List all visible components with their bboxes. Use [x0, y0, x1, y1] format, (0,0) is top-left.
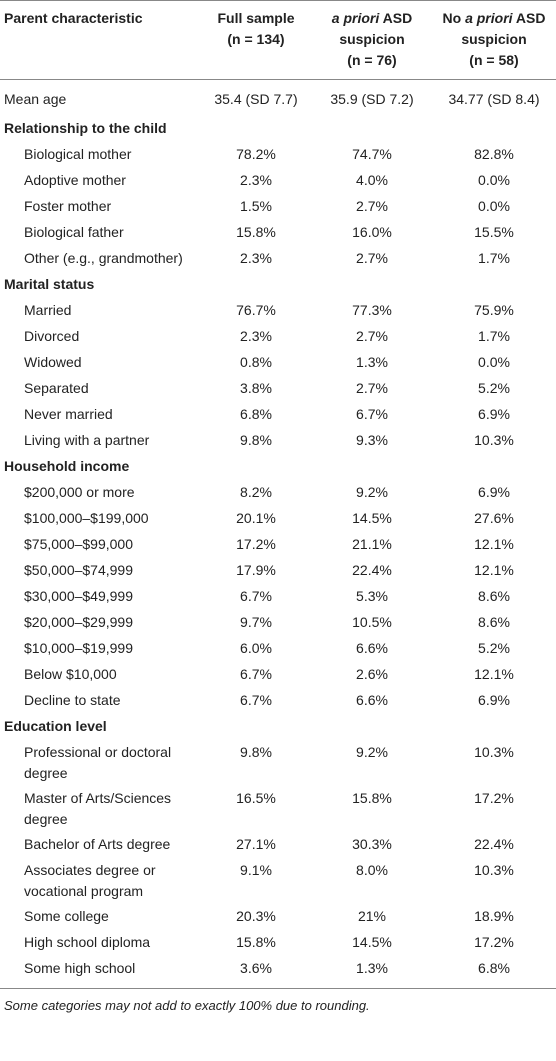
cell-value: 22.4%: [474, 836, 514, 852]
section-row: [0, 714, 556, 740]
cell-value: 17.2%: [474, 934, 514, 950]
row-label: Decline to state: [24, 692, 121, 708]
header-text: ASD: [512, 10, 546, 26]
header-parent-characteristic: [0, 1, 200, 80]
cell-value: 1.5%: [240, 198, 272, 214]
cell-value: 75.9%: [474, 302, 514, 318]
header-italic: a priori: [331, 10, 380, 26]
cell-value: 10.3%: [474, 862, 514, 878]
cell-value: 5.2%: [478, 380, 510, 396]
header-n: (n = 76): [347, 52, 397, 68]
cell-value: 4.0%: [356, 172, 388, 188]
row-label: Master of Arts/Sciences degree: [24, 790, 172, 827]
table-header: [0, 1, 556, 80]
row-label: Some high school: [24, 960, 136, 976]
cell-value: 9.2%: [356, 744, 388, 760]
cell-value: 2.7%: [356, 250, 388, 266]
row-label: Divorced: [24, 328, 80, 344]
header-italic: a priori: [465, 10, 513, 26]
row-label: Below $10,000: [24, 666, 117, 682]
cell-value: 2.7%: [356, 380, 388, 396]
cell-value: 1.3%: [356, 960, 388, 976]
cell-value: 6.6%: [356, 640, 388, 656]
cell-value: 8.2%: [240, 484, 272, 500]
cell-value: 17.2%: [236, 536, 276, 552]
row-label: $50,000–$74,999: [24, 562, 133, 578]
table-row: [0, 904, 556, 930]
cell-value: 35.9 (SD 7.2): [330, 91, 414, 107]
header-text: Parent characteristic: [4, 10, 143, 26]
cell-value: 77.3%: [352, 302, 392, 318]
cell-value: 15.8%: [236, 224, 276, 240]
cell-value: 20.3%: [236, 908, 276, 924]
row-label: Separated: [24, 380, 89, 396]
cell-value: 9.3%: [356, 432, 388, 448]
table-footnote: Some categories may not add to exactly 100% due to rounding.: [4, 998, 370, 1013]
row-label: Never married: [24, 406, 113, 422]
row-label: Bachelor of Arts degree: [24, 836, 171, 852]
row-label: Associates degree or vocational program: [24, 862, 156, 899]
table-row: [0, 610, 556, 636]
cell-value: 10.3%: [474, 432, 514, 448]
cell-value: 20.1%: [236, 510, 276, 526]
row-label: Adoptive mother: [24, 172, 126, 188]
row-label: Professional or doctoral degree: [24, 744, 172, 781]
section-label: Relationship to the child: [4, 120, 167, 136]
cell-value: 2.7%: [356, 328, 388, 344]
table-row: [0, 376, 556, 402]
row-label: Mean age: [4, 91, 67, 107]
cell-value: 22.4%: [352, 562, 392, 578]
cell-value: 76.7%: [236, 302, 276, 318]
cell-value: 6.7%: [240, 692, 272, 708]
cell-value: 6.8%: [240, 406, 272, 422]
cell-value: 6.8%: [478, 960, 510, 976]
cell-value: 8.0%: [356, 862, 388, 878]
table-row: [0, 168, 556, 194]
cell-value: 6.7%: [240, 588, 272, 604]
cell-value: 18.9%: [474, 908, 514, 924]
cell-value: 14.5%: [352, 510, 392, 526]
cell-value: 27.1%: [236, 836, 276, 852]
table-row: [0, 324, 556, 350]
header-row: [0, 1, 556, 80]
table-row: [0, 402, 556, 428]
cell-value: 6.9%: [478, 406, 510, 422]
row-label: Widowed: [24, 354, 82, 370]
section-row: [0, 272, 556, 298]
header-apriori-suspicion: [312, 1, 432, 80]
cell-value: 1.3%: [356, 354, 388, 370]
cell-value: 2.6%: [356, 666, 388, 682]
cell-value: 3.8%: [240, 380, 272, 396]
cell-value: 6.7%: [240, 666, 272, 682]
cell-value: 0.0%: [478, 198, 510, 214]
cell-value: 15.5%: [474, 224, 514, 240]
header-text: ASD: [379, 10, 413, 26]
cell-value: 78.2%: [236, 146, 276, 162]
row-label: $30,000–$49,999: [24, 588, 133, 604]
header-full-sample: [200, 1, 312, 80]
table-row: [0, 142, 556, 168]
table-body: [0, 80, 556, 989]
cell-value: 12.1%: [474, 562, 514, 578]
cell-value: 10.5%: [352, 614, 392, 630]
cell-value: 15.8%: [236, 934, 276, 950]
cell-value: 2.3%: [240, 328, 272, 344]
row-label: Biological mother: [24, 146, 132, 162]
cell-value: 5.2%: [478, 640, 510, 656]
table-row: [0, 832, 556, 858]
cell-value: 16.0%: [352, 224, 392, 240]
cell-value: 12.1%: [474, 666, 514, 682]
cell-value: 14.5%: [352, 934, 392, 950]
header-text: Full sample: [217, 10, 295, 26]
section-label: Household income: [4, 458, 130, 474]
cell-value: 9.1%: [240, 862, 272, 878]
cell-value: 17.2%: [474, 790, 514, 806]
section-row: [0, 454, 556, 480]
cell-value: 21.1%: [352, 536, 392, 552]
cell-value: 5.3%: [356, 588, 388, 604]
row-label: Foster mother: [24, 198, 112, 214]
cell-value: 9.8%: [240, 432, 272, 448]
table-row: [0, 662, 556, 688]
table-row: [0, 930, 556, 956]
cell-value: 0.0%: [478, 172, 510, 188]
cell-value: 1.7%: [478, 328, 510, 344]
table-row: [0, 558, 556, 584]
row-label: Married: [24, 302, 72, 318]
cell-value: 6.9%: [478, 484, 510, 500]
table-row: [0, 584, 556, 610]
cell-value: 27.6%: [474, 510, 514, 526]
cell-value: 82.8%: [474, 146, 514, 162]
row-label: $20,000–$29,999: [24, 614, 133, 630]
cell-value: 30.3%: [352, 836, 392, 852]
table-row: [0, 786, 556, 832]
section-label: Marital status: [4, 276, 95, 292]
cell-value: 12.1%: [474, 536, 514, 552]
cell-value: 2.3%: [240, 250, 272, 266]
row-label: High school diploma: [24, 934, 151, 950]
cell-value: 3.6%: [240, 960, 272, 976]
table-row: [0, 740, 556, 786]
cell-value: 10.3%: [474, 744, 514, 760]
header-no-apriori-suspicion: [432, 1, 556, 80]
table-row: [0, 688, 556, 714]
cell-value: 6.0%: [240, 640, 272, 656]
header-n: (n = 58): [469, 52, 519, 68]
table-row: [0, 246, 556, 272]
cell-value: 9.2%: [356, 484, 388, 500]
cell-value: 6.6%: [356, 692, 388, 708]
row-label: Other (e.g., grandmother): [24, 250, 183, 266]
header-text: suspicion: [461, 31, 527, 47]
cell-value: 2.3%: [240, 172, 272, 188]
table-row: [0, 532, 556, 558]
table-row: [0, 298, 556, 324]
row-label: Living with a partner: [24, 432, 150, 448]
section-row: [0, 116, 556, 142]
cell-value: 0.0%: [478, 354, 510, 370]
cell-value: 6.7%: [356, 406, 388, 422]
cell-value: 0.8%: [240, 354, 272, 370]
row-label: $10,000–$19,999: [24, 640, 133, 656]
cell-value: 2.7%: [356, 198, 388, 214]
table-row: [0, 80, 556, 117]
cell-value: 34.77 (SD 8.4): [448, 91, 540, 107]
cell-value: 8.6%: [478, 588, 510, 604]
cell-value: 6.9%: [478, 692, 510, 708]
cell-value: 9.7%: [240, 614, 272, 630]
row-label: $75,000–$99,000: [24, 536, 133, 552]
table-row: [0, 956, 556, 989]
cell-value: 15.8%: [352, 790, 392, 806]
table-row: [0, 428, 556, 454]
table-row: [0, 506, 556, 532]
cell-value: 74.7%: [352, 146, 392, 162]
section-label: Education level: [4, 718, 107, 734]
table-row: [0, 220, 556, 246]
row-label: $100,000–$199,000: [24, 510, 149, 526]
cell-value: 17.9%: [236, 562, 276, 578]
header-text: No: [442, 10, 466, 26]
cell-value: 21%: [357, 908, 387, 924]
row-label: $200,000 or more: [24, 484, 135, 500]
cell-value: 35.4 (SD 7.7): [214, 91, 298, 107]
cell-value: 16.5%: [236, 790, 276, 806]
table-row: [0, 194, 556, 220]
table-row: [0, 636, 556, 662]
table-row: [0, 858, 556, 904]
table-row: [0, 350, 556, 376]
cell-value: 1.7%: [478, 250, 510, 266]
row-label: Biological father: [24, 224, 124, 240]
row-label: Some college: [24, 908, 109, 924]
cell-value: 9.8%: [240, 744, 272, 760]
header-n: (n = 134): [227, 31, 285, 47]
cell-value: 8.6%: [478, 614, 510, 630]
table-row: [0, 480, 556, 506]
header-text: suspicion: [339, 31, 405, 47]
